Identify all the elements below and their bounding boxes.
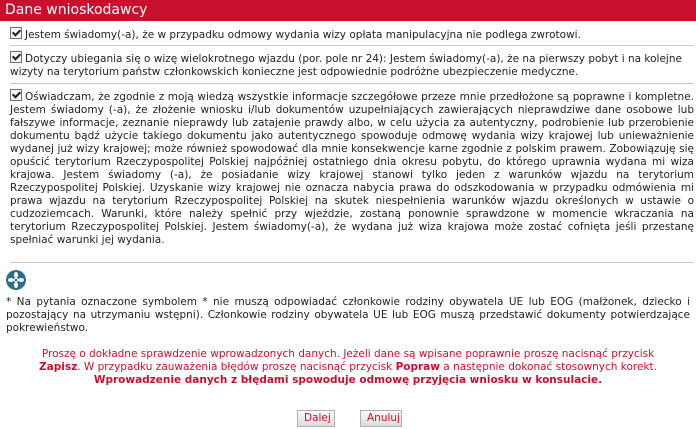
note-text: * Na pytania oznaczone symbolem * nie muszą odpowiadać członkowie rodziny obywatela UE lub EOG (małżonek, dziecko i pozostający na utrzymaniu wstępni). Członkowie rodziny obywatela UE lub EOG muszą przedstawić dokumenty potwierdzające pokrewieństwo.	[6, 296, 690, 334]
help-flower-icon[interactable]	[6, 270, 26, 290]
verification-message	[0, 348, 696, 387]
declaration-text-statement: Oświadczam, że zgodnie z moją wiedzą wszystkie informacje szczegółowe przeze mnie przedłożone są poprawne i kompletne. Jestem świadomy (-a), że złożenie wniosku i/lub dokumentów uzupełniających zawierających nieprawdziwe dane osobowe lub fałszywe informacje, zeznanie nieprawdy lub zatajenie prawdy albo, w celu użycia za autentyczny, podrobienie lub przerobienie dokumentu bądź użycie takiego dokumentu jako autentycznego spowoduje odmowę wydania wizy krajowej lub unieważnienie wydanej już wizy krajowej; może również spowodować dla mnie konsekwencje karne zgodnie z polskim prawem. Zobowiązuję się opuścić terytorium Rzeczypospolitej Polskiej najpóźniej ostatniego dnia okresu pobytu, do którego uprawnia wydana mi wiza krajowa. Jestem świadomy (-a), że posiadanie wizy krajowej stanowi tylko jeden z warunków wjazdu na terytorium Rzeczypospolitej Polskiej. Uzyskanie wizy krajowej nie oznacza nabycia prawa do odszkodowania w przypadku odmówienia mi prawa wjazdu na terytorium Rzeczypospolitej Polskiej na skutek niespełnienia warunków wjazdu określonych w ustawie o cudzoziemcach. Warunki, które należy spełnić przy wjeździe, zostaną ponownie sprawdzone w momencie wkraczania na terytorium Rzeczypospolitej Polskiej. Jestem świadomy(-a), że wydana już wiza krajowa może zostać cofnięta jeśli przestanę spełniać warunki jej wydania.	[10, 91, 694, 246]
message-part3: a następnie dokonać stosownych korekt.	[443, 361, 657, 373]
fix-keyword: Popraw	[395, 361, 440, 373]
declaration-row-fee	[10, 24, 694, 46]
declaration-checkbox-statement[interactable]	[10, 89, 22, 101]
declaration-row-statement	[10, 87, 694, 263]
declaration-checkbox-insurance[interactable]	[10, 51, 22, 63]
declaration-text-fee: Jestem świadomy(-a), że w przypadku odmowy wydania wizy opłata manipulacyjna nie podlega zwrotowi.	[25, 29, 581, 41]
message-part2: . W przypadku zauważenia błędów proszę nacisnąć przycisk	[77, 361, 393, 373]
section-title: Dane wnioskodawcy	[5, 2, 148, 18]
message-warning: Wprowadzenie danych z błędami spowoduje odmowę przyjęcia wniosku w konsulacie.	[93, 374, 603, 386]
declaration-row-insurance	[10, 49, 694, 84]
next-button[interactable]: Dalej	[297, 410, 335, 427]
section-header	[0, 0, 696, 21]
declaration-text-insurance: Dotyczy ubiegania się o wizę wielokrotnego wjazdu (por. pole nr 24): Jestem świadomy(-a), że na pierwszy pobyt i na kolejne wizyty na terytorium państw członkowskich konieczne jest odpowiednie podróżne ubezpieczenie medyczne.	[10, 53, 682, 78]
message-part1: Proszę o dokładne sprawdzenie wprowadzonych danych. Jeżeli dane są wpisane poprawnie proszę nacisnąć przycisk	[41, 348, 655, 360]
declaration-checkbox-fee[interactable]	[10, 27, 22, 39]
save-keyword: Zapisz	[39, 361, 78, 373]
cancel-button[interactable]: Anuluj	[360, 410, 402, 427]
